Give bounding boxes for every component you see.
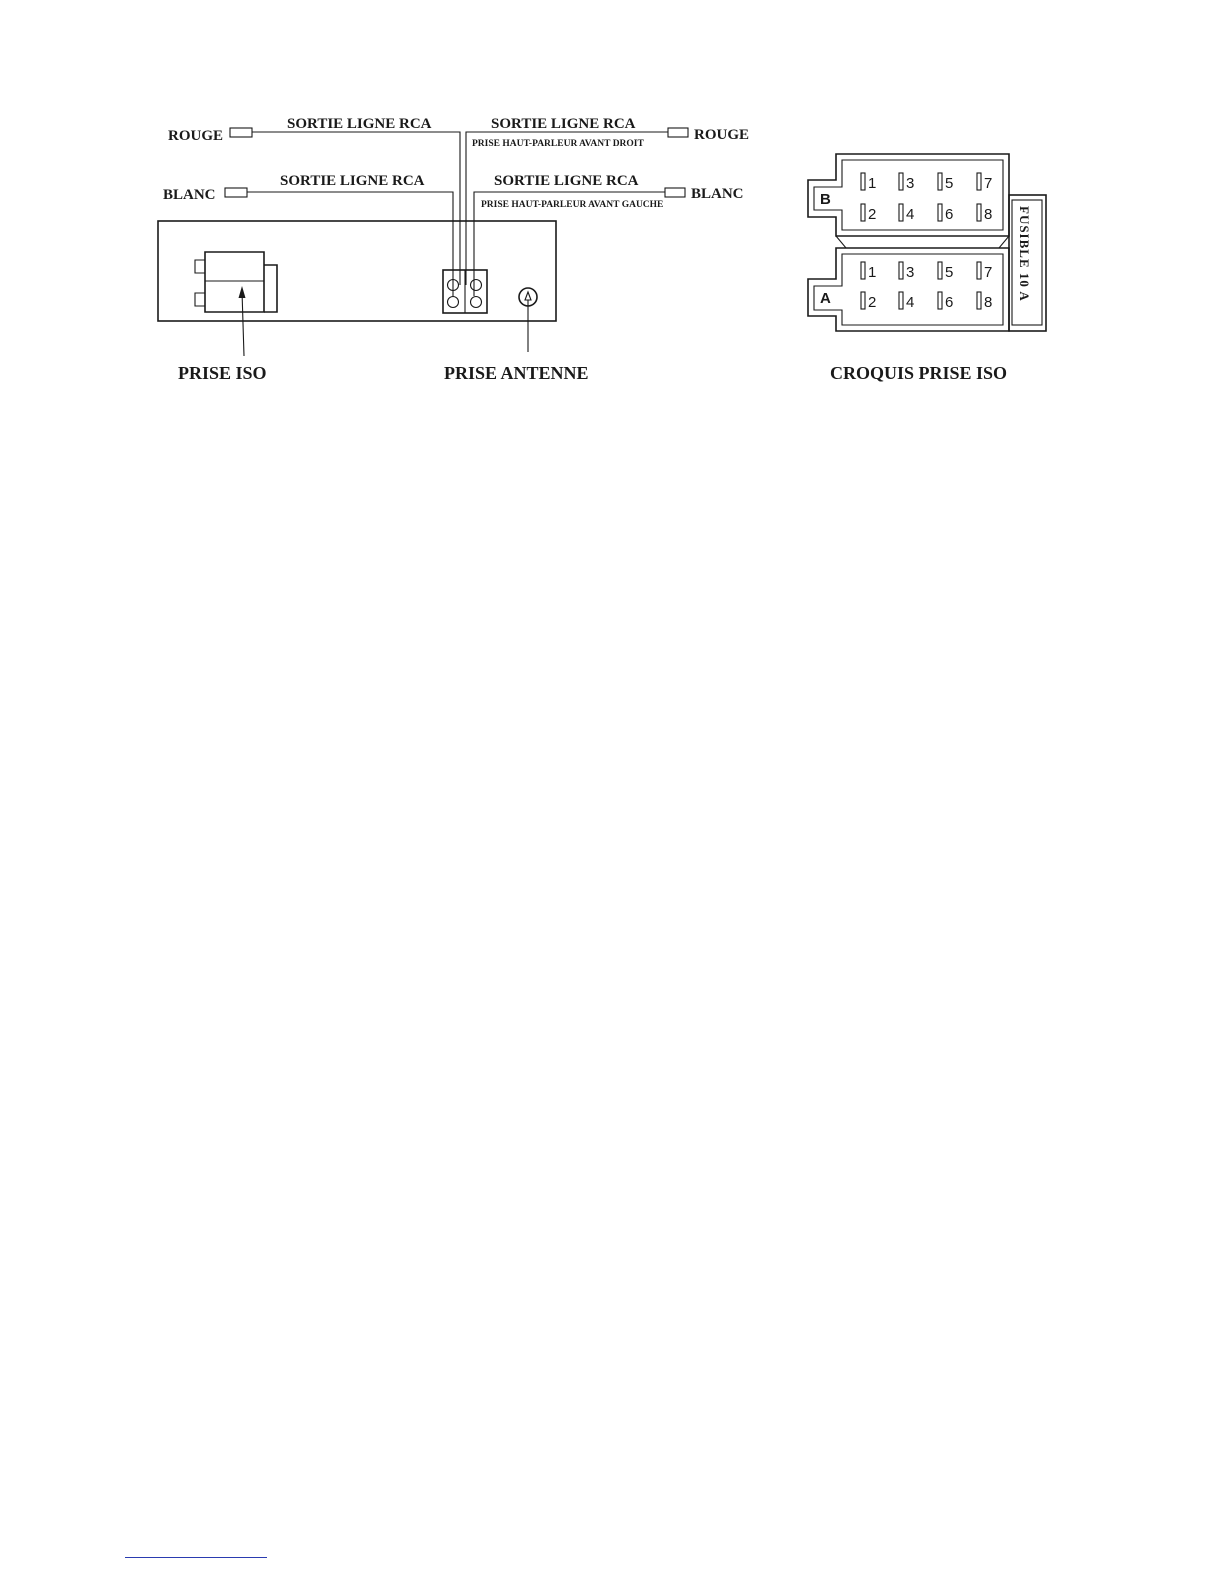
footnote-rule — [125, 1557, 267, 1558]
right-bottom-line-label: SORTIE LIGNE RCA — [494, 173, 639, 189]
rca-jack-block — [443, 270, 487, 313]
pin-a8: 8 — [984, 294, 993, 311]
pin-a3: 3 — [906, 264, 915, 281]
right-top-color-label: ROUGE — [694, 127, 750, 143]
cable-left-bottom — [225, 188, 453, 296]
pin-b2: 2 — [868, 206, 877, 223]
pin-b3: 3 — [906, 175, 915, 192]
caption-antenna: PRISE ANTENNE — [444, 363, 589, 383]
right-bottom-color-label: BLANC — [691, 186, 744, 202]
iso-connector-sketch — [808, 154, 1046, 383]
rca-jack-right-top — [471, 280, 482, 291]
block-a-letter: A — [820, 290, 831, 307]
pin-a5: 5 — [945, 264, 954, 281]
pin-b4: 4 — [906, 206, 915, 223]
pin-a2: 2 — [868, 294, 877, 311]
pin-b7: 7 — [984, 175, 993, 192]
block-b-letter: B — [820, 191, 831, 208]
rca-jack-right-bottom — [471, 297, 482, 308]
right-bottom-sub-label: PRISE HAUT-PARLEUR AVANT GAUCHE — [481, 200, 664, 210]
head-unit-rear-view — [158, 116, 749, 383]
pins-block-b — [861, 173, 992, 223]
pin-a1: 1 — [868, 264, 877, 281]
connector-block-a — [808, 248, 1009, 331]
left-bottom-color-label: BLANC — [163, 187, 216, 203]
connector-block-b — [808, 154, 1009, 236]
iso-socket-drawing — [195, 252, 277, 312]
right-top-line-label: SORTIE LIGNE RCA — [491, 116, 636, 132]
left-bottom-line-label: SORTIE LIGNE RCA — [280, 173, 425, 189]
pin-a7: 7 — [984, 264, 993, 281]
pin-b6: 6 — [945, 206, 954, 223]
caption-sketch: CROQUIS PRISE ISO — [830, 363, 1008, 383]
left-top-line-label: SORTIE LIGNE RCA — [287, 116, 432, 132]
caption-iso: PRISE ISO — [178, 363, 267, 383]
head-unit-chassis — [158, 221, 556, 321]
pin-a4: 4 — [906, 294, 915, 311]
rca-jack-left-bottom — [448, 297, 459, 308]
left-top-color-label: ROUGE — [168, 128, 224, 144]
pin-b5: 5 — [945, 175, 954, 192]
pin-b8: 8 — [984, 206, 993, 223]
right-top-sub-label: PRISE HAUT-PARLEUR AVANT DROIT — [472, 139, 644, 149]
pins-block-a — [861, 262, 992, 311]
pin-b1: 1 — [868, 175, 877, 192]
fuse-label: FUSIBLE 10 A — [1017, 206, 1032, 302]
pin-a6: 6 — [945, 294, 954, 311]
